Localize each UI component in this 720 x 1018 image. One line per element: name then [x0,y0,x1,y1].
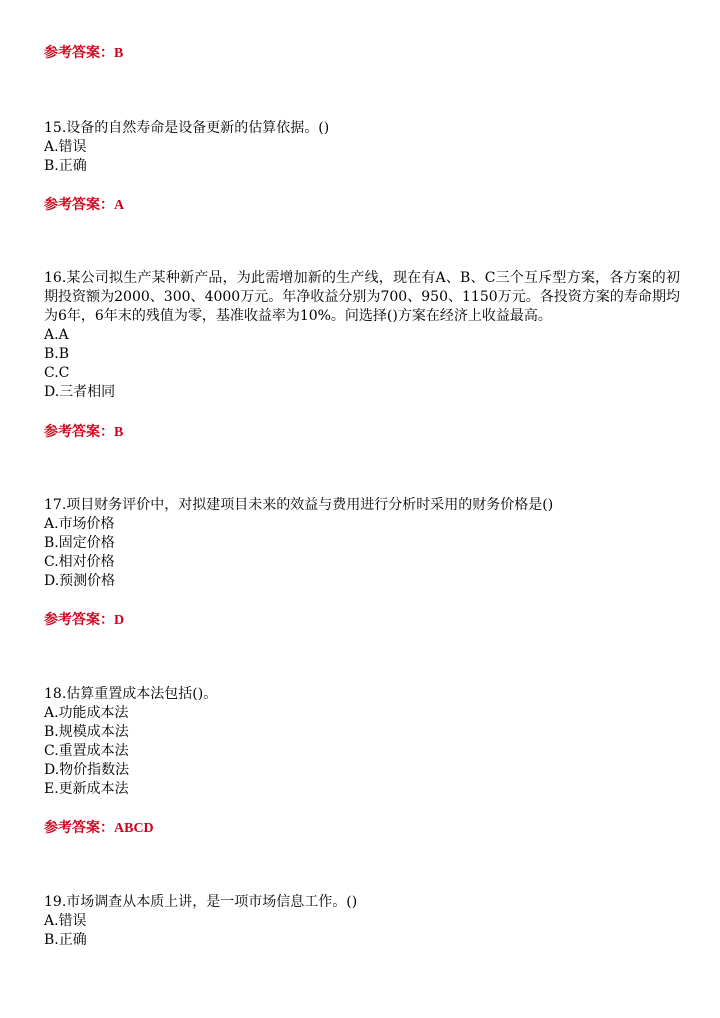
option-d: D.物价指数法 [44,762,130,778]
answer-line-14 [44,44,123,63]
option-d: D.三者相同 [44,384,116,400]
question-stem: 17.项目财务评价中，对拟建项目未来的效益与费用进行分析时采用的财务价格是() [44,497,554,513]
answer-line-15 [44,196,124,215]
question-stem: 19.市场调查从本质上讲，是一项市场信息工作。() [44,894,358,910]
question-18 [44,685,680,799]
option-b: B.正确 [44,932,87,948]
option-a: A.市场价格 [44,516,115,532]
option-d: D.预测价格 [44,573,116,589]
question-17 [44,496,680,591]
answer-value: A [114,198,125,213]
answer-label: 参考答案： [44,424,114,440]
question-stem: 15.设备的自然寿命是设备更新的估算依据。() [44,120,330,136]
answer-line-18 [44,819,154,838]
option-b: B.B [44,346,70,362]
answer-value: B [114,46,124,61]
answer-line-17 [44,611,124,630]
option-a: A.错误 [44,139,87,155]
answer-label: 参考答案： [44,45,114,61]
option-c: C.C [44,365,70,381]
answer-label: 参考答案： [44,820,114,836]
answer-value: B [114,425,124,440]
question-19 [44,893,680,950]
answer-label: 参考答案： [44,197,114,213]
option-a: A.A [44,327,69,343]
option-a: A.功能成本法 [44,705,129,721]
answer-line-16 [44,423,123,442]
answer-value: D [114,613,125,628]
option-b: B.正确 [44,158,87,174]
option-e: E.更新成本法 [44,781,129,797]
answer-label: 参考答案： [44,612,114,628]
option-a: A.错误 [44,913,87,929]
option-c: C.相对价格 [44,554,115,570]
question-16 [44,269,680,402]
question-stem: 16.某公司拟生产某种新产品，为此需增加新的生产线，现在有A、B、C三个互斥型方案，各方案的初期投资额为2000、300、4000万元。年净收益分别为700、950、1150万元。各投资方案的寿命期均为6年，6年末的残值为零，基准收益率为10%。问选择()方案在经济上收益最高。 [44,270,680,324]
question-stem: 18.估算重置成本法包括()。 [44,686,218,702]
option-b: B.固定价格 [44,535,115,551]
option-b: B.规模成本法 [44,724,129,740]
question-15 [44,119,680,176]
option-c: C.重置成本法 [44,743,129,759]
answer-value: ABCD [114,821,154,836]
